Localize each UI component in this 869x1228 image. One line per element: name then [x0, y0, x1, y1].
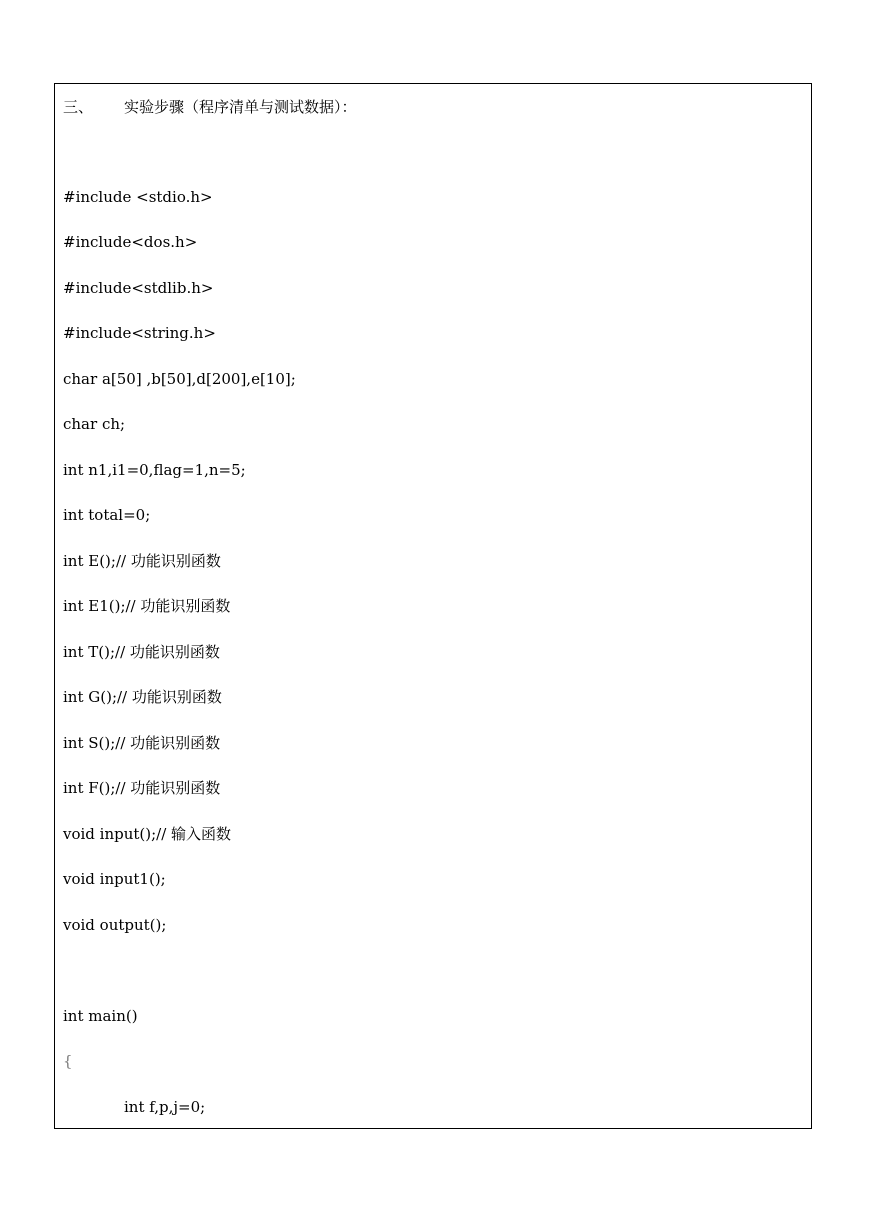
code-line: void input();// 输入函数	[63, 825, 232, 843]
section-number: 三、	[63, 98, 94, 116]
code-line: int S();// 功能识别函数	[63, 734, 221, 752]
code-line: int f,p,j=0;	[124, 1098, 206, 1116]
code-line: int total=0;	[63, 506, 151, 524]
section-title: 实验步骤（程序清单与测试数据）：	[124, 98, 357, 116]
code-line: int main()	[63, 1007, 138, 1025]
code-line: #include<dos.h>	[63, 233, 198, 251]
code-line: #include <stdio.h>	[63, 188, 213, 206]
code-line: int n1,i1=0,flag=1,n=5;	[63, 461, 246, 479]
code-line: int F();// 功能识别函数	[63, 779, 221, 797]
code-line: #include<stdlib.h>	[63, 279, 214, 297]
code-line: #include<string.h>	[63, 324, 216, 342]
code-line: void input1();	[63, 870, 166, 888]
code-line: char ch;	[63, 415, 126, 433]
code-line: char a[50] ,b[50],d[200],e[10];	[63, 370, 296, 388]
code-line: int G();// 功能识别函数	[63, 688, 222, 706]
code-line: int E();// 功能识别函数	[63, 552, 221, 570]
code-line: {	[63, 1052, 73, 1070]
code-line: int T();// 功能识别函数	[63, 643, 220, 661]
code-line: int E1();// 功能识别函数	[63, 597, 231, 615]
code-line: void output();	[63, 916, 167, 934]
document-table-cell	[54, 83, 812, 1129]
